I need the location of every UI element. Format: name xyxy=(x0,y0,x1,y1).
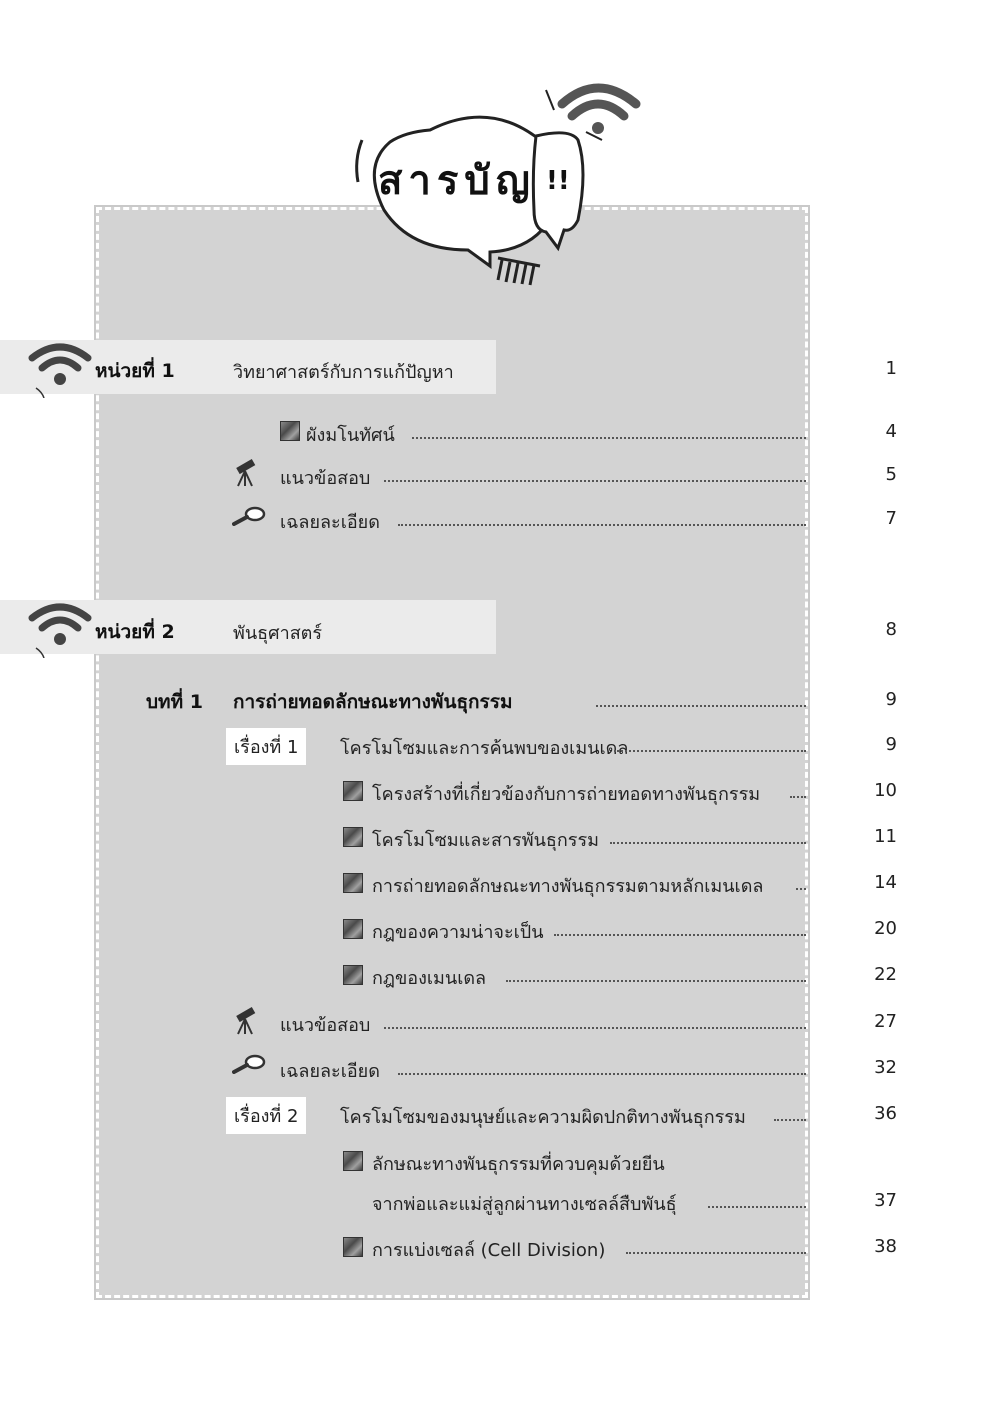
leader-dots xyxy=(614,750,806,752)
leader-dots xyxy=(398,524,806,526)
entry-label: แนวข้อสอบ xyxy=(280,1015,371,1036)
entry-page: 27 xyxy=(874,1011,897,1032)
leader-dots xyxy=(554,934,806,936)
entry-page: 5 xyxy=(885,464,897,485)
unit1-title: วิทยาศาสตร์กับการแก้ปัญหา xyxy=(233,362,454,383)
picture-bullet-icon xyxy=(343,919,363,939)
entry-page: 7 xyxy=(885,508,897,529)
leader-dots xyxy=(774,1119,806,1121)
unit2-title: พันธุศาสตร์ xyxy=(233,623,323,644)
picture-bullet-icon xyxy=(280,421,300,441)
telescope-icon xyxy=(233,1007,257,1035)
leader-dots xyxy=(384,480,806,482)
leader-dots xyxy=(384,1027,806,1029)
picture-bullet-icon xyxy=(343,1151,363,1171)
entry-label: การแบ่งเซลล์ (Cell Division) xyxy=(372,1240,606,1261)
picture-bullet-icon xyxy=(343,965,363,985)
leader-dots xyxy=(610,842,806,844)
entry-label: โครงสร้างที่เกี่ยวข้องกับการถ่ายทอดทางพันธุกรรม xyxy=(372,784,761,805)
picture-bullet-icon xyxy=(343,827,363,847)
entry-page: 10 xyxy=(874,780,897,801)
picture-bullet-icon xyxy=(343,781,363,801)
magnifier-icon xyxy=(232,1054,266,1074)
telescope-icon xyxy=(233,459,257,487)
unit2-label: หน่วยที่ 2 xyxy=(95,621,175,643)
entry-label-line1: ลักษณะทางพันธุกรรมที่ควบคุมด้วยยีน xyxy=(372,1154,665,1175)
unit1-page: 1 xyxy=(885,358,897,379)
entry-label: การถ่ายทอดลักษณะทางพันธุกรรมตามหลักเมนเดล xyxy=(372,876,764,897)
entry-page: 4 xyxy=(885,421,897,442)
entry-label-line2: จากพ่อและแม่สู่ลูกผ่านทางเซลล์สืบพันธุ์ xyxy=(372,1194,677,1215)
chapter1-label: บทที่ 1 xyxy=(146,691,203,713)
leader-dots xyxy=(790,796,806,798)
entry-page: 11 xyxy=(874,826,897,847)
leader-dots xyxy=(596,705,806,707)
chapter1-title: การถ่ายทอดลักษณะทางพันธุกรรม xyxy=(233,691,513,713)
title-bubble xyxy=(340,70,660,290)
chapter1-page: 9 xyxy=(885,689,897,710)
entry-page: 20 xyxy=(874,918,897,939)
leader-dots xyxy=(626,1252,806,1254)
picture-bullet-icon xyxy=(343,1237,363,1257)
story2-tag: เรื่องที่ 2 xyxy=(226,1097,306,1134)
picture-bullet-icon xyxy=(343,873,363,893)
leader-dots xyxy=(796,888,806,890)
entry-label: ผังมโนทัศน์ xyxy=(306,425,395,446)
entry-page: 38 xyxy=(874,1236,897,1257)
entry-page: 32 xyxy=(874,1057,897,1078)
unit2-page: 8 xyxy=(885,619,897,640)
wifi-icon xyxy=(26,598,96,658)
wifi-icon xyxy=(26,338,96,398)
magnifier-icon xyxy=(232,506,266,526)
leader-dots xyxy=(708,1206,806,1208)
story1-title: โครโมโซมและการค้นพบของเมนเดล xyxy=(340,738,629,759)
entry-page: 14 xyxy=(874,872,897,893)
entry-label: เฉลยละเอียด xyxy=(280,1061,380,1082)
story1-tag: เรื่องที่ 1 xyxy=(226,728,306,765)
entry-label: กฎของเมนเดล xyxy=(372,968,487,989)
entry-label: กฎของความน่าจะเป็น xyxy=(372,922,544,943)
entry-page: 22 xyxy=(874,964,897,985)
wifi-icon xyxy=(562,88,636,134)
title-exclaim: !! xyxy=(546,166,570,196)
entry-label: แนวข้อสอบ xyxy=(280,468,371,489)
page-title: สารบัญ xyxy=(378,158,536,204)
unit1-label: หน่วยที่ 1 xyxy=(95,360,175,382)
entry-page: 37 xyxy=(874,1190,897,1211)
leader-dots xyxy=(398,1073,806,1075)
comb-icon xyxy=(498,258,540,285)
entry-label: เฉลยละเอียด xyxy=(280,512,380,533)
leader-dots xyxy=(506,980,806,982)
story2-title: โครโมโซมของมนุษย์และความผิดปกติทางพันธุกรรม xyxy=(340,1107,746,1128)
leader-dots xyxy=(412,437,806,439)
story1-page: 9 xyxy=(885,734,897,755)
story2-page: 36 xyxy=(874,1103,897,1124)
entry-label: โครโมโซมและสารพันธุกรรม xyxy=(372,830,599,851)
